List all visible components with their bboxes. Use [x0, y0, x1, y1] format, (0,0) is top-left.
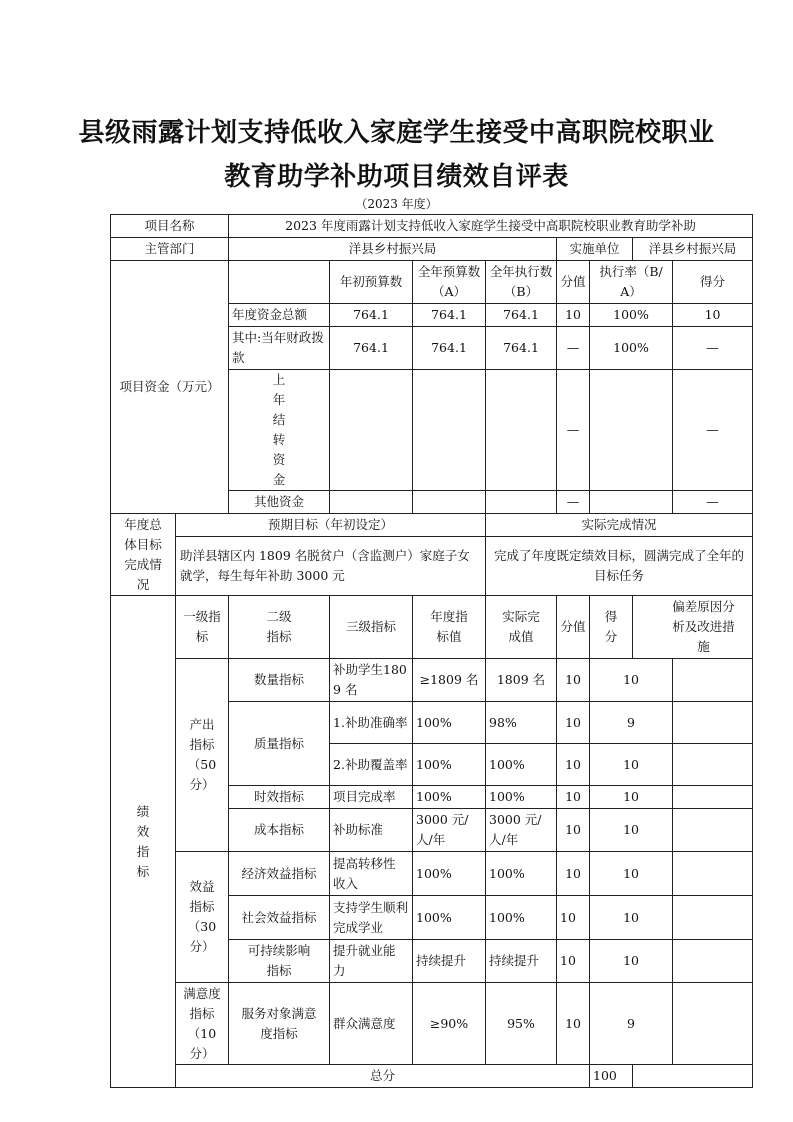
indicator-group-name: 产出指标（50分）: [176, 659, 229, 852]
indicator-l2: 社会效益指标: [229, 896, 330, 940]
funds-row-exec: [486, 491, 557, 514]
indicator-value: 10: [557, 659, 590, 702]
funds-row-exec: [486, 370, 557, 491]
indicator-score: 10: [590, 744, 673, 786]
funds-label: 项目资金（万元）: [111, 261, 229, 514]
indicator-reason: [673, 659, 753, 702]
indicator-l3: 项目完成率: [330, 786, 413, 809]
ind-header-value: 分值: [557, 596, 590, 659]
indicator-target: 100%: [413, 852, 486, 896]
funds-row-rate: 100%: [590, 327, 673, 370]
indicator-target: ≥1809 名: [413, 659, 486, 702]
indicator-actual: 100%: [486, 896, 557, 940]
indicator-l3: 提高转移性收入: [330, 852, 413, 896]
ind-header-level3: 三级指标: [330, 596, 413, 659]
funds-row-name: 年度资金总额: [229, 304, 330, 327]
indicator-reason: [673, 896, 753, 940]
funds-header-blank: [229, 261, 330, 304]
funds-row-annual: [413, 370, 486, 491]
page-title: 县级雨露计划支持低收入家庭学生接受中高职院校职业: [78, 118, 715, 148]
funds-row-name: 其中:当年财政拨款: [229, 327, 330, 370]
goals-actual-header: 实际完成情况: [486, 514, 753, 537]
project-name-row: [111, 215, 753, 238]
indicator-actual: 100%: [486, 852, 557, 896]
indicator-target: 100%: [413, 744, 486, 786]
goals-label: 年度总体目标完成情况: [111, 514, 176, 596]
funds-row-rate: [590, 370, 673, 491]
funds-row-rate: 100%: [590, 304, 673, 327]
ind-header-score: 得分: [590, 596, 633, 659]
page-subtitle: 教育助学补助项目绩效自评表: [224, 162, 569, 192]
indicator-score: 10: [590, 659, 673, 702]
indicator-l2: 经济效益指标: [229, 852, 330, 896]
indicator-target: ≥90%: [413, 983, 486, 1065]
indicator-l2: 服务对象满意度指标: [229, 983, 330, 1065]
funds-row-exec: 764.1: [486, 327, 557, 370]
funds-header-value: 分值: [557, 261, 590, 304]
indicator-reason: [673, 852, 753, 896]
indicator-actual: 100%: [486, 744, 557, 786]
indicator-score: 10: [590, 786, 673, 809]
indicator-l3: 1.补助准确率: [330, 702, 413, 744]
total-row: [111, 1065, 753, 1088]
funds-row-name: 上年结转资金: [229, 370, 330, 491]
funds-row-annual: 764.1: [413, 304, 486, 327]
goals-expected-text: 助洋县辖区内 1809 名脱贫户（含监测户）家庭子女就学，每生每年补助 3000 元: [176, 537, 486, 596]
indicator-value: 10: [557, 702, 590, 744]
goals-header-row: [111, 514, 753, 537]
indicator-l2: 可持续影响指标: [229, 940, 330, 983]
indicator-reason: [673, 809, 753, 852]
ind-header-actual: 实际完成值: [486, 596, 557, 659]
funds-row-annual: 764.1: [413, 327, 486, 370]
indicator-actual: 3000 元/人/年: [486, 809, 557, 852]
funds-header-rate: 执行率（B/A）: [590, 261, 673, 304]
indicator-score: 9: [590, 983, 673, 1065]
funds-header-exec: 全年执行数（B）: [486, 261, 557, 304]
indicator-reason: [673, 702, 753, 744]
indicator-row: [111, 659, 753, 702]
indicator-row: [111, 983, 753, 1065]
indicator-group-name: 满意度指标（10分）: [176, 983, 229, 1065]
indicator-value: 10: [557, 852, 590, 896]
goals-expected-header: 预期目标（年初设定）: [176, 514, 486, 537]
funds-row-value: 10: [557, 304, 590, 327]
indicator-reason: [673, 744, 753, 786]
funds-row-rate: [590, 491, 673, 514]
goals-content-row: [111, 537, 753, 596]
funds-row-score: —: [673, 491, 753, 514]
funds-row-init: 764.1: [330, 327, 413, 370]
indicator-actual: 100%: [486, 786, 557, 809]
indicators-label: 绩效指标: [111, 596, 176, 1088]
indicator-value: 10: [557, 744, 590, 786]
funds-row-exec: 764.1: [486, 304, 557, 327]
funds-header-init: 年初预算数: [330, 261, 413, 304]
indicator-l2: 成本指标: [229, 809, 330, 852]
indicator-target: 3000 元/人/年: [413, 809, 486, 852]
total-blank: [633, 1065, 753, 1088]
dept-value: 洋县乡村振兴局: [229, 238, 557, 261]
impl-value: 洋县乡村振兴局: [633, 238, 753, 261]
goals-actual-text: 完成了年度既定绩效目标，圆满完成了全年的目标任务: [486, 537, 753, 596]
funds-row-value: —: [557, 327, 590, 370]
indicator-l3: 2.补助覆盖率: [330, 744, 413, 786]
funds-row-value: —: [557, 491, 590, 514]
indicator-l2: 数量指标: [229, 659, 330, 702]
indicator-l3: 补助学生1809 名: [330, 659, 413, 702]
funds-header-annual: 全年预算数（A）: [413, 261, 486, 304]
indicator-target: 100%: [413, 786, 486, 809]
year-label: （2023 年度）: [355, 197, 438, 211]
indicator-l2: 质量指标: [229, 702, 330, 786]
indicator-target: 持续提升: [413, 940, 486, 983]
dept-label: 主管部门: [111, 238, 229, 261]
funds-row-score: —: [673, 370, 753, 491]
indicator-value: 10: [557, 983, 590, 1065]
indicator-reason: [673, 786, 753, 809]
indicator-reason: [673, 940, 753, 983]
indicator-target: 100%: [413, 702, 486, 744]
department-row: [111, 238, 753, 261]
indicator-score: 10: [590, 809, 673, 852]
indicator-actual: 持续提升: [486, 940, 557, 983]
funds-row-score: —: [673, 327, 753, 370]
funds-header-row: [111, 261, 753, 304]
ind-header-level1: 一级指标: [176, 596, 229, 659]
funds-row-value: —: [557, 370, 590, 491]
ind-header-level2: 二级指标: [229, 596, 330, 659]
indicator-value: 10: [557, 896, 590, 940]
funds-row-score: 10: [673, 304, 753, 327]
ind-header-target: 年度指标值: [413, 596, 486, 659]
indicator-l3: 支持学生顺利完成学业: [330, 896, 413, 940]
total-value: 100: [590, 1065, 633, 1088]
funds-row-init: [330, 370, 413, 491]
indicator-score: 10: [590, 940, 673, 983]
indicator-target: 100%: [413, 896, 486, 940]
funds-row-init: 764.1: [330, 304, 413, 327]
indicator-l3: 补助标准: [330, 809, 413, 852]
total-label: 总分: [176, 1065, 590, 1088]
indicators-header-row: [111, 596, 753, 659]
indicator-reason: [673, 983, 753, 1065]
indicator-row: [111, 852, 753, 896]
project-name-label: 项目名称: [111, 215, 229, 238]
indicator-score: 10: [590, 852, 673, 896]
indicator-score: 9: [590, 702, 673, 744]
impl-label: 实施单位: [557, 238, 633, 261]
indicator-value: 10: [557, 809, 590, 852]
indicator-actual: 95%: [486, 983, 557, 1065]
funds-header-score: 得分: [673, 261, 753, 304]
evaluation-table: [110, 214, 753, 1088]
indicator-score: 10: [590, 896, 673, 940]
funds-row-name: 其他资金: [229, 491, 330, 514]
project-name-value: 2023 年度雨露计划支持低收入家庭学生接受中高职院校职业教育助学补助: [229, 215, 753, 238]
ind-header-reason: 偏差原因分析及改进措施: [633, 596, 753, 659]
indicator-group-name: 效益指标（30分）: [176, 852, 229, 983]
indicator-l3: 提升就业能力: [330, 940, 413, 983]
indicator-l2: 时效指标: [229, 786, 330, 809]
indicator-l3: 群众满意度: [330, 983, 413, 1065]
indicator-value: 10: [557, 940, 590, 983]
indicator-actual: 1809 名: [486, 659, 557, 702]
indicator-actual: 98%: [486, 702, 557, 744]
funds-row-init: [330, 491, 413, 514]
indicator-value: 10: [557, 786, 590, 809]
funds-row-annual: [413, 491, 486, 514]
